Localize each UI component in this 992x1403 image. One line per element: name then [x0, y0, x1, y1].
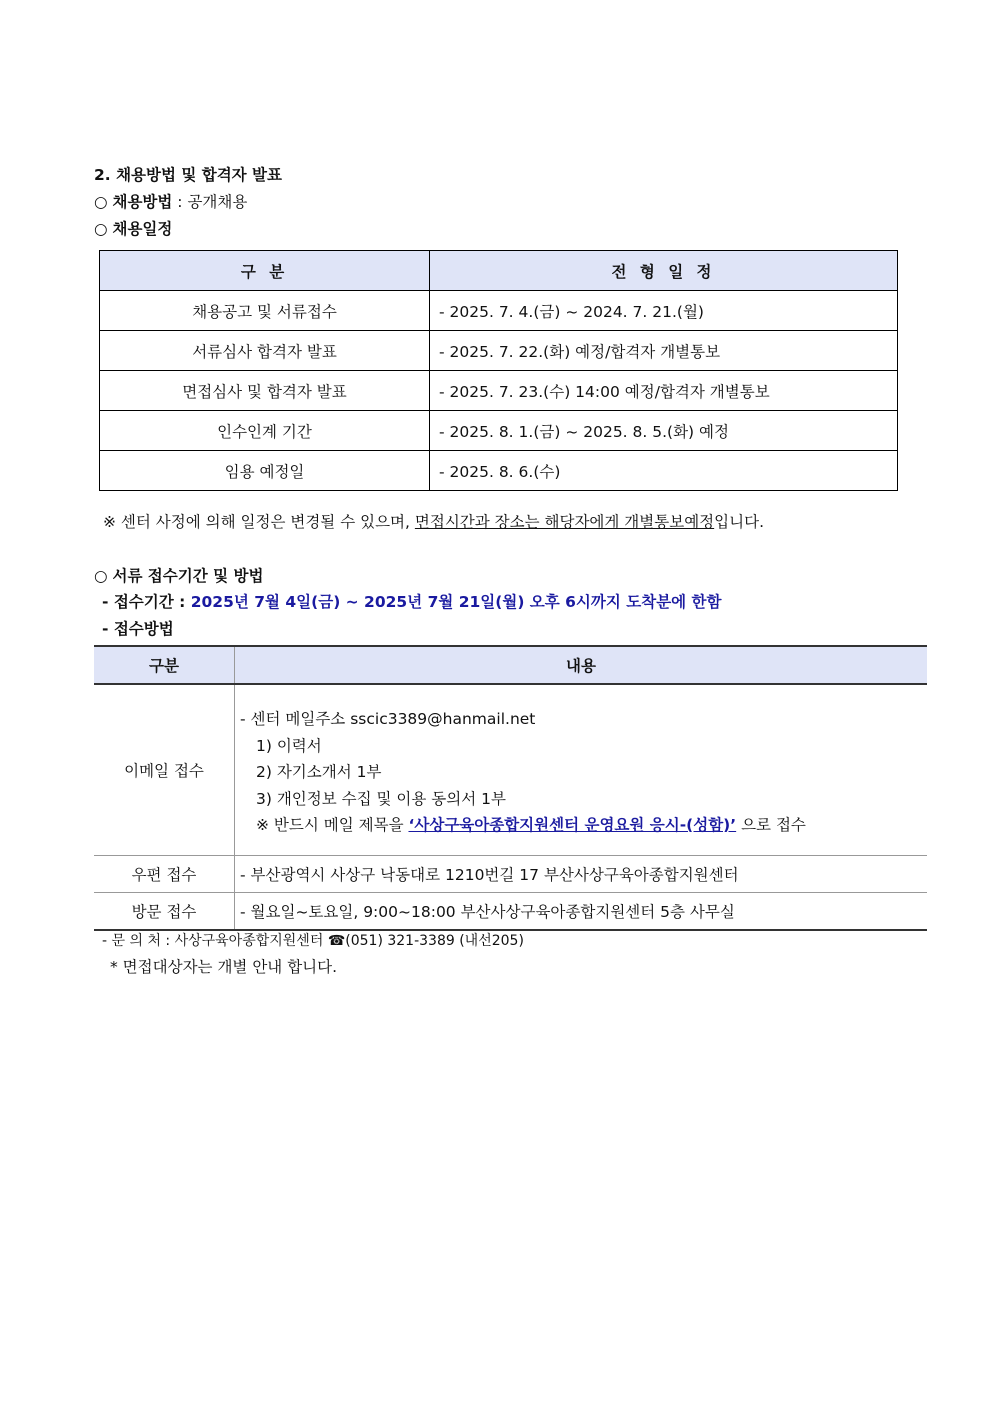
method-line: [94, 190, 247, 212]
method-heading: - 접수방법: [102, 620, 174, 638]
schedule-label: 채용일정: [112, 220, 173, 238]
schedule-note: [103, 510, 764, 532]
schedule-item: 인수인계 기간: [100, 411, 430, 451]
table-header-row: [100, 251, 898, 291]
bullet-circle: ○: [94, 220, 108, 238]
schedule-date: - 2025. 8. 1.(금) ~ 2025. 8. 5.(화) 예정: [430, 411, 898, 451]
method-label: 채용방법: [112, 193, 173, 211]
email-address-line: - 센터 메일주소 sscic3389@hanmail.net: [240, 710, 536, 728]
email-content: [235, 684, 928, 856]
contact-line: [102, 930, 524, 950]
table-row: [94, 684, 927, 856]
schedule-item: 서류심사 합격자 발표: [100, 331, 430, 371]
header-schedule: 전 형 일 정: [430, 251, 898, 291]
contact-label: - 문 의 처 : 사상구육아종합지원센터: [102, 933, 328, 949]
section-title: 2. 채용방법 및 합격자 발표: [94, 166, 282, 184]
table-row: [94, 856, 927, 893]
header-category: 구분: [94, 646, 235, 684]
table-row: [94, 893, 927, 931]
schedule-item: 채용공고 및 서류접수: [100, 291, 430, 331]
schedule-date: - 2025. 7. 22.(화) 예정/합격자 개별통보: [430, 331, 898, 371]
note-underlined: 면접시간과 장소는 해당자에게 개별통보예정: [414, 513, 715, 531]
docs-heading: [94, 564, 263, 586]
required-doc: 2) 자기소개서 1부: [256, 763, 382, 781]
note-suffix: 입니다.: [714, 513, 765, 531]
header-content: 내용: [235, 646, 928, 684]
table-row: [100, 411, 898, 451]
method-content: - 월요일~토요일, 9:00~18:00 부산사상구육아종합지원센터 5층 사무실: [235, 893, 928, 931]
period-line: [102, 590, 721, 612]
method-value: 공개채용: [187, 193, 248, 211]
note-prefix: ※ 센터 사정에 의해 일정은 변경될 수 있으며,: [103, 513, 415, 531]
contact-phone: (051) 321-3389 (내선205): [345, 933, 524, 949]
notice-prefix: ※ 반드시 메일 제목을: [256, 816, 409, 834]
table-row: [100, 291, 898, 331]
method-content: - 부산광역시 사상구 낙동대로 1210번길 17 부산사상구육아종합지원센터: [235, 856, 928, 893]
method-type: 우편 접수: [94, 856, 235, 893]
required-doc: 3) 개인정보 수집 및 이용 동의서 1부: [256, 789, 506, 808]
method-type: 방문 접수: [94, 893, 235, 931]
application-table: [94, 645, 927, 931]
required-doc: 1) 이력서: [256, 736, 322, 755]
bullet-circle: ○: [94, 193, 108, 211]
table-header-row: [94, 646, 927, 684]
notice-suffix: 으로 접수: [736, 816, 806, 834]
docs-label: 서류 접수기간 및 방법: [112, 567, 264, 585]
table-row: [100, 331, 898, 371]
notice-subject: ‘사상구육아종합지원센터 운영요원 응시-(성함)’: [408, 816, 737, 834]
footnote: * 면접대상자는 개별 안내 합니다.: [110, 958, 338, 976]
table-row: [100, 451, 898, 491]
method-sep: :: [172, 193, 188, 211]
schedule-date: - 2025. 8. 6.(수): [430, 451, 898, 491]
period-value: 2025년 7월 4일(금) ~ 2025년 7월 21일(월) 오후 6시까지 도착분에 한함: [190, 593, 722, 611]
bullet-circle: ○: [94, 567, 108, 585]
schedule-item: 면접심사 및 합격자 발표: [100, 371, 430, 411]
period-label: - 접수기간 :: [102, 593, 191, 611]
header-category: 구 분: [100, 251, 430, 291]
schedule-table: [99, 250, 898, 491]
table-row: [100, 371, 898, 411]
schedule-date: - 2025. 7. 23.(수) 14:00 예정/합격자 개별통보: [430, 371, 898, 411]
schedule-heading: [94, 217, 172, 239]
schedule-date: - 2025. 7. 4.(금) ~ 2024. 7. 21.(월): [430, 291, 898, 331]
email-notice: [240, 812, 926, 839]
phone-icon: ☎: [327, 933, 346, 949]
schedule-item: 임용 예정일: [100, 451, 430, 491]
method-type: 이메일 접수: [94, 684, 235, 856]
